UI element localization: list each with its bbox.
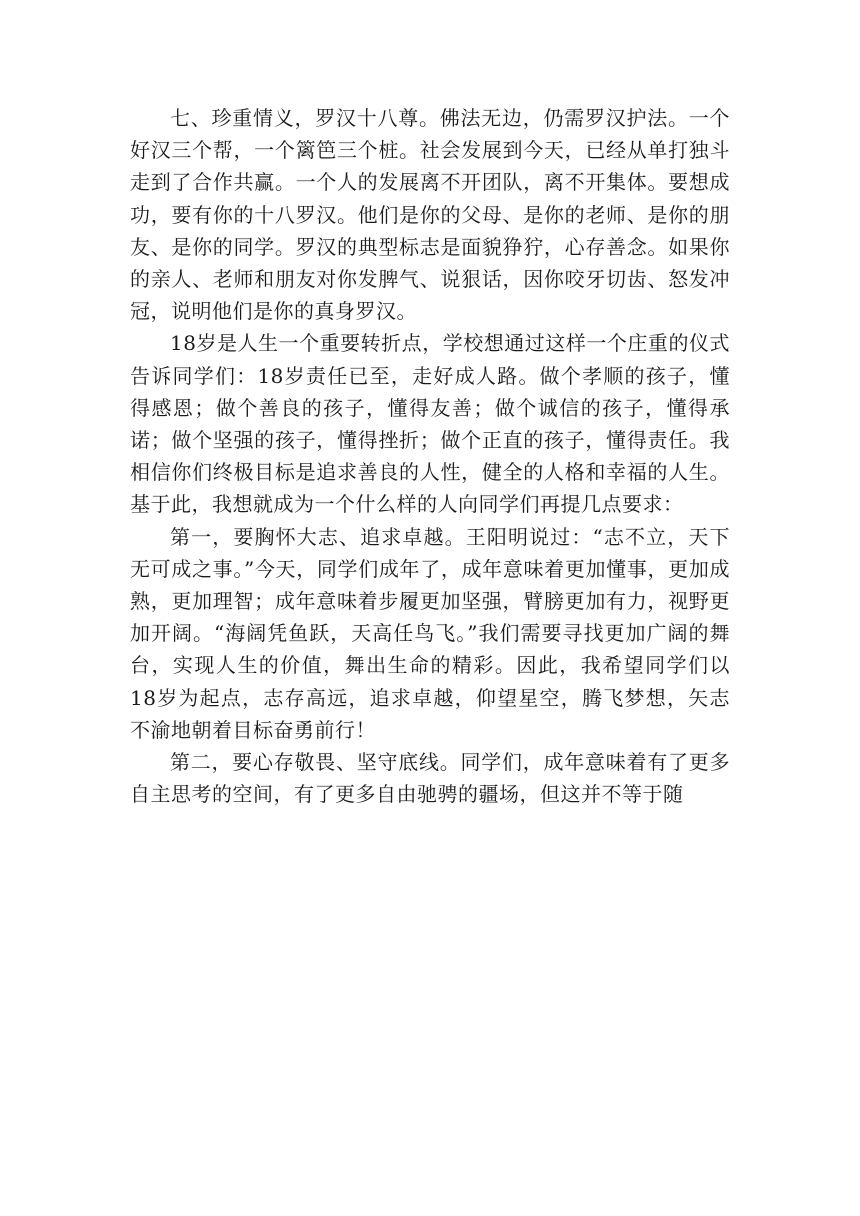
paragraph-2: 18岁是人生一个重要转折点，学校想通过这样一个庄重的仪式告诉同学们：18岁责任已至，走好成人路。做个孝顺的孩子，懂得感恩；做个善良的孩子，懂得友善；做个诚信的孩子，懂得承诺；做个坚强的孩子，懂得挫折；做个正直的孩子，懂得责任。我相信你们终极目标是追求善良的人性，健全的人格和幸福的人生。基于此，我想就成为一个什么样的人向同学们再提几点要求：: [130, 331, 730, 517]
paragraph-3: 第一，要胸怀大志、追求卓越。王阳明说过：“志不立，天下无可成之事。”今天，同学们成年了，成年意味着更加懂事，更加成熟，更加理智；成年意味着步履更加坚强，臂膀更加有力，视野更加开阔。“海阔凭鱼跃，天高任鸟飞。”我们需要寻找更加广阔的舞台，实现人生的价值，舞出生命的精彩。因此，我希望同学们以18岁为起点，志存高远，追求卓越，仰望星空，腾飞梦想，矢志不渝地朝着目标奋勇前行！: [130, 524, 730, 742]
paragraph-4: 第二，要心存敬畏、坚守底线。同学们，成年意味着有了更多自主思考的空间，有了更多自由驰骋的疆场，但这并不等于随: [130, 750, 730, 807]
paragraph-1: 七、珍重情义，罗汉十八尊。佛法无边，仍需罗汉护法。一个好汉三个帮，一个篱笆三个桩。社会发展到今天，已经从单打独斗走到了合作共赢。一个人的发展离不开团队，离不开集体。要想成功，要有你的十八罗汉。他们是你的父母、是你的老师、是你的朋友、是你的同学。罗汉的典型标志是面貌狰狞，心存善念。如果你的亲人、老师和朋友对你发脾气、说狠话，因你咬牙切齿、怒发冲冠，说明他们是你的真身罗汉。: [130, 106, 730, 324]
document-body: [130, 102, 730, 810]
